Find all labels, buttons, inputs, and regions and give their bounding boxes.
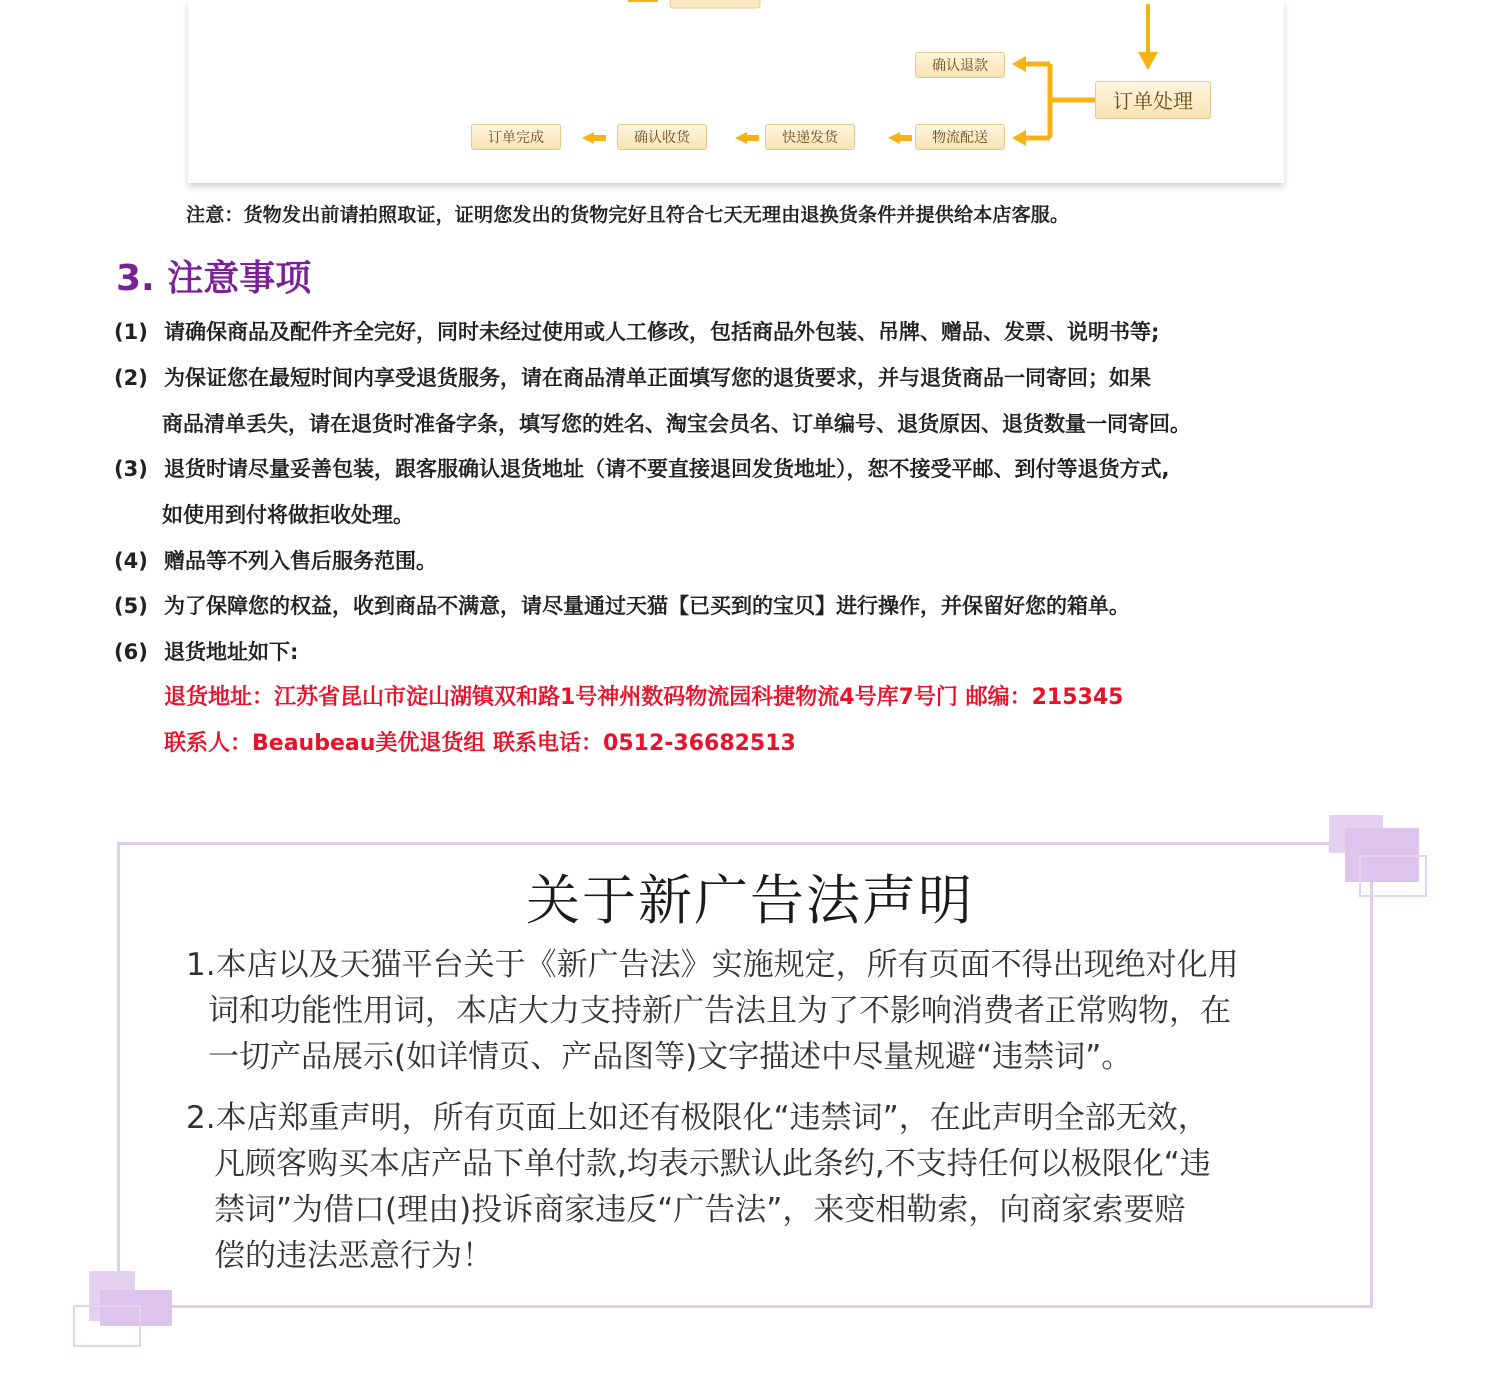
notice-item-3: [114, 453, 1169, 483]
notice-item-1: [114, 316, 1159, 346]
item-text: 赠品等不列入售后服务范围。: [164, 549, 437, 573]
return-flow-diagram: [188, 0, 1284, 183]
statement-line: 1.本店以及天猫平台关于《新广告法》实施规定，所有页面不得出现绝对化用: [186, 947, 1239, 983]
statement-line: 禁词”为借口(理由)投诉商家违反“广告法”，来变相勒索，向商家索要赔: [214, 1192, 1186, 1228]
item-text: 为保证您在最短时间内享受退货服务，请在商品清单正面填写您的退货要求，并与退货商品一同寄回；如果: [164, 366, 1151, 390]
notice-item-6: [114, 636, 298, 666]
statement-line: 词和功能性用词，本店大力支持新广告法且为了不影响消费者正常购物，在: [208, 993, 1231, 1029]
notice-item-3-continued: 如使用到付将做拒收处理。: [162, 503, 414, 527]
item-text: 为了保障您的权益，收到商品不满意，请尽量通过天猫【已买到的宝贝】进行操作，并保留好您的箱单。: [164, 594, 1130, 618]
notice-item-2: [114, 362, 1151, 392]
notice-item-4: [114, 545, 437, 575]
flow-node-logistics-delivery: 物流配送: [915, 124, 1005, 150]
item-number: (6): [114, 640, 148, 664]
statement-line: 凡顾客购买本店产品下单付款,均表示默认此条约,不支持任何以极限化“违: [214, 1146, 1211, 1182]
flow-node-order-complete: 订单完成: [471, 124, 561, 150]
flow-node-order-processing: 订单处理: [1095, 81, 1211, 119]
item-number: (4): [114, 549, 148, 573]
statement-line: 偿的违法恶意行为！: [214, 1238, 493, 1274]
item-number: (1): [114, 320, 148, 344]
decor-outline-bottom-left: [73, 1305, 141, 1347]
return-address: 退货地址：江苏省昆山市淀山湖镇双和路1号神州数码物流园科捷物流4号库7号门 邮编：215345: [164, 685, 1124, 710]
statement-paragraph-1: [186, 942, 1316, 1080]
statement-line: 2.本店郑重声明，所有页面上如还有极限化“违禁词”，在此声明全部无效，: [186, 1100, 1209, 1136]
flow-node-express-shipping: 快递发货: [765, 124, 855, 150]
return-contact: 联系人：Beaubeau美优退货组 联系电话：0512-36682513: [164, 731, 796, 756]
item-text: 退货时请尽量妥善包装，跟客服确认退货地址（请不要直接退回发货地址），恕不接受平邮、到付等退货方式,: [164, 457, 1170, 481]
statement-paragraph-2: [186, 1095, 1316, 1279]
item-number: (3): [114, 457, 148, 481]
notice-item-2-continued: 商品清单丢失，请在退货时准备字条，填写您的姓名、淘宝会员名、订单编号、退货原因、退货数量一同寄回。: [162, 412, 1191, 436]
flow-node-confirm-refund: 确认退款: [915, 52, 1005, 78]
notice-item-5: [114, 590, 1130, 620]
section-title-notes: 3. 注意事项: [116, 258, 312, 299]
item-number: (5): [114, 594, 148, 618]
flow-node-confirm-receipt: 确认收货: [617, 124, 707, 150]
item-number: (2): [114, 366, 148, 390]
statement-line: 一切产品展示(如详情页、产品图等)文字描述中尽量规避“违禁词”。: [208, 1039, 1133, 1075]
statement-title: 关于新广告法声明: [526, 869, 974, 932]
photo-evidence-note: 注意：货物发出前请拍照取证，证明您发出的货物完好且符合七天无理由退换货条件并提供给本店客服。: [186, 204, 1070, 226]
item-text: 退货地址如下:: [164, 640, 299, 664]
item-text: 请确保商品及配件齐全完好，同时未经过使用或人工修改，包括商品外包装、吊牌、赠品、发票、说明书等;: [164, 320, 1160, 344]
